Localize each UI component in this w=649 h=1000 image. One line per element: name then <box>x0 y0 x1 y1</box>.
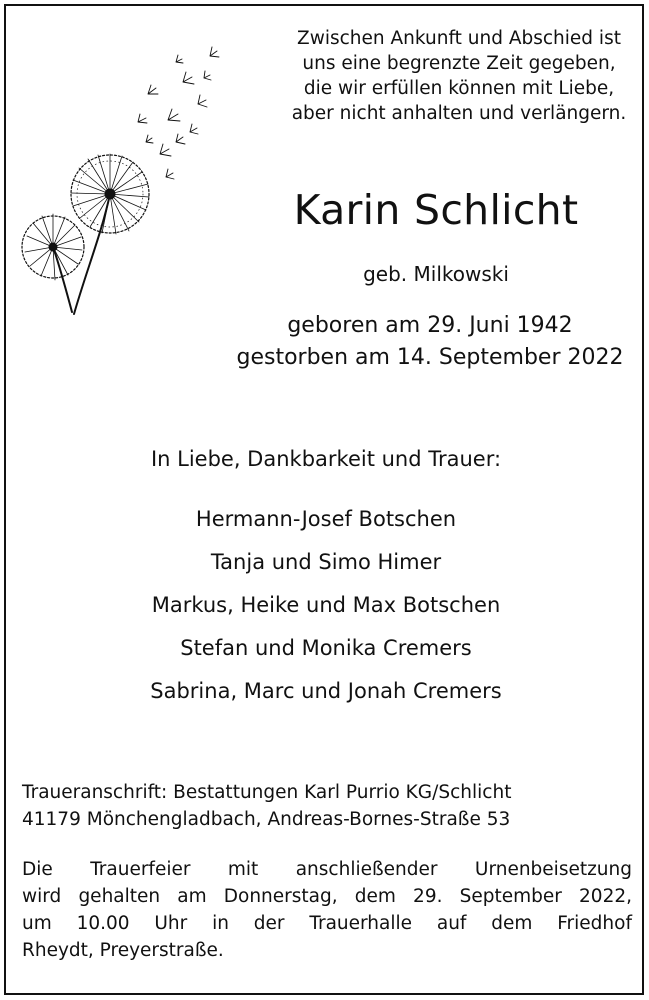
service-line: Rheydt, Preyerstraße. <box>22 940 224 961</box>
deceased-name: Karin Schlicht <box>293 186 579 234</box>
mourner-entry: Markus, Heike und Max Botschen <box>151 593 501 617</box>
mourner-entry: Tanja und Simo Himer <box>210 550 442 574</box>
obituary-notice <box>4 4 644 995</box>
life-dates <box>206 310 649 374</box>
poem-line: Zwischen Ankunft und Abschied ist <box>297 28 621 49</box>
mourners-list <box>26 498 626 713</box>
funeral-service-info <box>22 856 632 964</box>
poem-line: uns eine begrenzte Zeit gegeben, <box>302 53 616 74</box>
death-date: gestorben am 14. September 2022 <box>236 345 624 370</box>
service-line: Die Trauerfeier mit anschließender Urnenbeisetzung <box>22 859 632 880</box>
mourning-intro: In Liebe, Dankbarkeit und Trauer: <box>150 447 502 471</box>
mourner-entry: Hermann-Josef Botschen <box>195 507 457 531</box>
mourner-entry: Sabrina, Marc und Jonah Cremers <box>150 679 502 703</box>
mourning-address <box>22 779 632 833</box>
dandelion-icon <box>18 42 233 324</box>
birth-date: geboren am 29. Juni 1942 <box>287 313 573 338</box>
service-line: um 10.00 Uhr in der Trauerhalle auf dem Friedhof <box>22 913 632 934</box>
memorial-poem <box>284 26 634 126</box>
service-line: wird gehalten am Donnerstag, dem 29. September 2022, <box>22 886 632 907</box>
poem-line: die wir erfüllen können mit Liebe, <box>303 78 615 99</box>
mourner-entry: Stefan und Monika Cremers <box>180 636 472 660</box>
address-line: Traueranschrift: Bestattungen Karl Purrio KG/Schlicht <box>22 782 512 803</box>
maiden-name: geb. Milkowski <box>363 262 509 286</box>
poem-line: aber nicht anhalten und verlängern. <box>291 103 627 124</box>
address-line: 41179 Mönchengladbach, Andreas-Bornes-Straße 53 <box>22 809 511 830</box>
